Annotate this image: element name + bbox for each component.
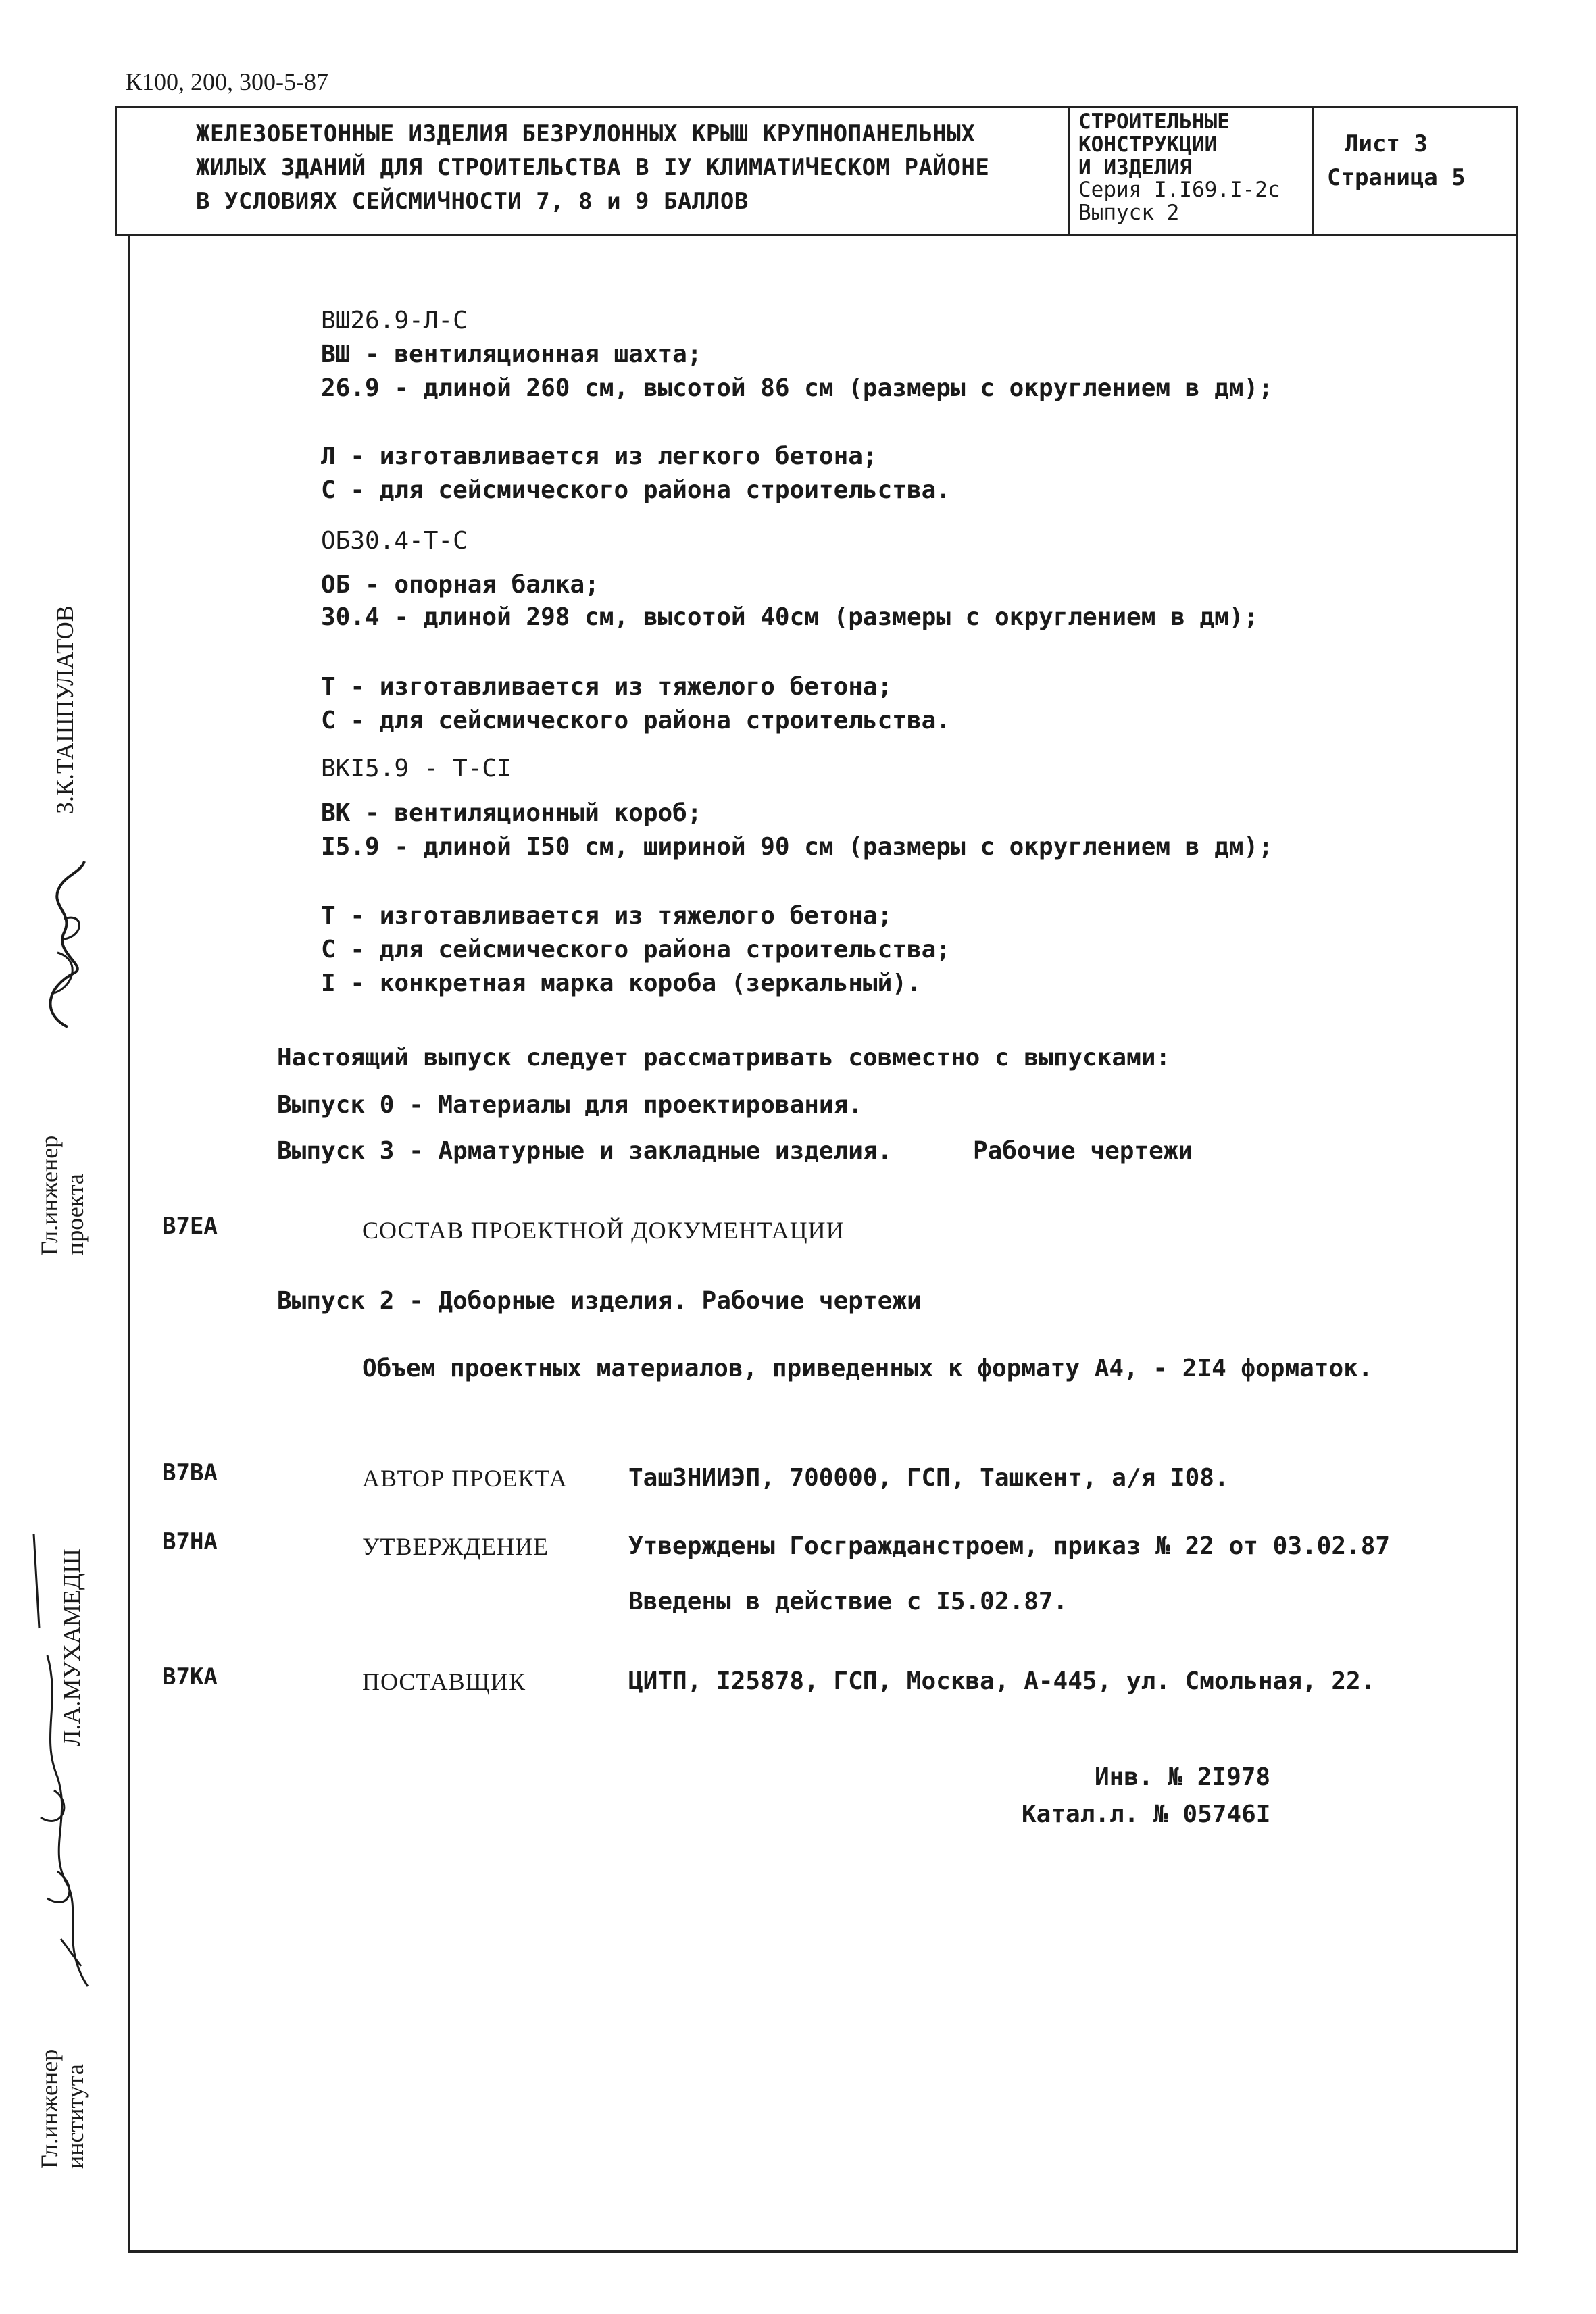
title-line: ЖЕЛЕЗОБЕТОННЫЕ ИЗДЕЛИЯ БЕЗРУЛОННЫХ КРЫШ КРУПНОПАНЕЛЬНЫХ	[196, 120, 976, 147]
product-line: ВК - вентиляционный короб;	[321, 799, 702, 827]
inventory-number: Инв. № 2I978	[1095, 1763, 1271, 1791]
category-line: И ИЗДЕЛИЯ	[1078, 155, 1192, 180]
title-block-separator	[1312, 106, 1314, 234]
category-line: КОНСТРУКЦИИ	[1078, 132, 1218, 157]
product-line: I5.9 - длиной I50 см, шириной 90 см (размеры с округлением в дм);	[321, 833, 1273, 861]
product-line: С - для сейсмического района строительства.	[321, 707, 951, 734]
margin-role-line: Гл.инженер	[36, 1135, 63, 1255]
product-line: 30.4 - длиной 298 см, высотой 40см (размеры с округлением в дм);	[321, 603, 1259, 631]
page-number: Страница 5	[1327, 164, 1466, 191]
frame-border-top	[115, 106, 1517, 108]
series-number: Серия I.I69.I-2с	[1078, 178, 1280, 202]
issue-2: Выпуск 2 - Доборные изделия. Рабочие чертежи	[277, 1287, 922, 1315]
product-line: Л - изготавливается из легкого бетона;	[321, 443, 878, 470]
category-line: СТРОИТЕЛЬНЫЕ	[1078, 109, 1230, 134]
issue-3-note: Рабочие чертежи	[973, 1137, 1193, 1165]
author-value: ТашЗНИИЭП, 700000, ГСП, Ташкент, а/я I08.	[628, 1464, 1229, 1492]
product-code: ОБ30.4-Т-С	[321, 527, 468, 555]
section-code: В7ВА	[162, 1459, 218, 1486]
margin-role-2	[37, 2049, 89, 2169]
signature-1	[27, 858, 101, 1034]
issue-number: Выпуск 2	[1078, 201, 1180, 225]
composition-heading: СОСТАВ ПРОЕКТНОЙ ДОКУМЕНТАЦИИ	[362, 1217, 845, 1244]
margin-role-line: института	[61, 2064, 89, 2169]
joint-issues-intro: Настоящий выпуск следует рассматривать совместно с выпусками:	[277, 1044, 1171, 1072]
product-line: ОБ - опорная балка;	[321, 571, 599, 599]
frame-border-left-title	[115, 106, 117, 234]
margin-role-1	[37, 1136, 89, 1255]
product-line: Т - изготавливается из тяжелого бетона;	[321, 902, 893, 930]
sheet-number: Лист 3	[1345, 130, 1428, 157]
section-code: В7ЕА	[162, 1213, 218, 1240]
frame-border-bottom	[128, 2250, 1517, 2253]
product-line: I - конкретная марка короба (зеркальный).	[321, 970, 922, 997]
title-block-divider	[115, 234, 1517, 236]
document-code: К100, 200, 300-5-87	[126, 68, 328, 95]
volume-note: Объем проектных материалов, приведенных к формату А4, - 2I4 форматок.	[362, 1355, 1373, 1382]
supplier-label: ПОСТАВЩИК	[362, 1668, 526, 1695]
issue-3: Выпуск 3 - Арматурные и закладные изделия.	[277, 1137, 893, 1165]
margin-name-2: Л.А.МУХАМЕДШ	[58, 1549, 85, 1746]
margin-role-line: проекта	[61, 1174, 89, 1255]
product-line: С - для сейсмического района строительства;	[321, 936, 951, 963]
issue-0: Выпуск 0 - Материалы для проектирования.	[277, 1091, 863, 1119]
signature-2	[20, 1534, 101, 1993]
product-line: ВШ - вентиляционная шахта;	[321, 341, 702, 368]
frame-border-right	[1516, 106, 1518, 2253]
product-line: С - для сейсмического района строительства.	[321, 476, 951, 504]
product-code: ВКI5.9 - Т-СI	[321, 755, 512, 782]
author-label: АВТОР ПРОЕКТА	[362, 1465, 568, 1492]
effective-date: Введены в действие с I5.02.87.	[628, 1588, 1068, 1615]
catalog-number: Катал.л. № 05746I	[1022, 1801, 1271, 1828]
product-code: ВШ26.9-Л-С	[321, 307, 468, 334]
section-code: В7НА	[162, 1528, 218, 1555]
approval-label: УТВЕРЖДЕНИЕ	[362, 1533, 549, 1560]
approval-value: Утверждены Госгражданстроем, приказ № 22 от 03.02.87	[628, 1532, 1391, 1560]
product-line: 26.9 - длиной 260 см, высотой 86 см (размеры с округлением в дм);	[321, 374, 1273, 402]
title-line: ЖИЛЫХ ЗДАНИЙ ДЛЯ СТРОИТЕЛЬСТВА В IУ КЛИМАТИЧЕСКОМ РАЙОНЕ	[196, 154, 990, 181]
supplier-value: ЦИТП, I25878, ГСП, Москва, А-445, ул. Смольная, 22.	[628, 1667, 1376, 1695]
section-code: В7КА	[162, 1663, 218, 1690]
product-line: Т - изготавливается из тяжелого бетона;	[321, 673, 893, 701]
margin-name-1: З.К.ТАШПУЛАТОВ	[51, 605, 78, 814]
frame-border-left	[128, 234, 130, 2252]
title-line: В УСЛОВИЯХ СЕЙСМИЧНОСТИ 7, 8 и 9 БАЛЛОВ	[196, 188, 749, 215]
margin-role-line: Гл.инженер	[36, 2048, 63, 2169]
title-block-separator	[1068, 106, 1070, 234]
